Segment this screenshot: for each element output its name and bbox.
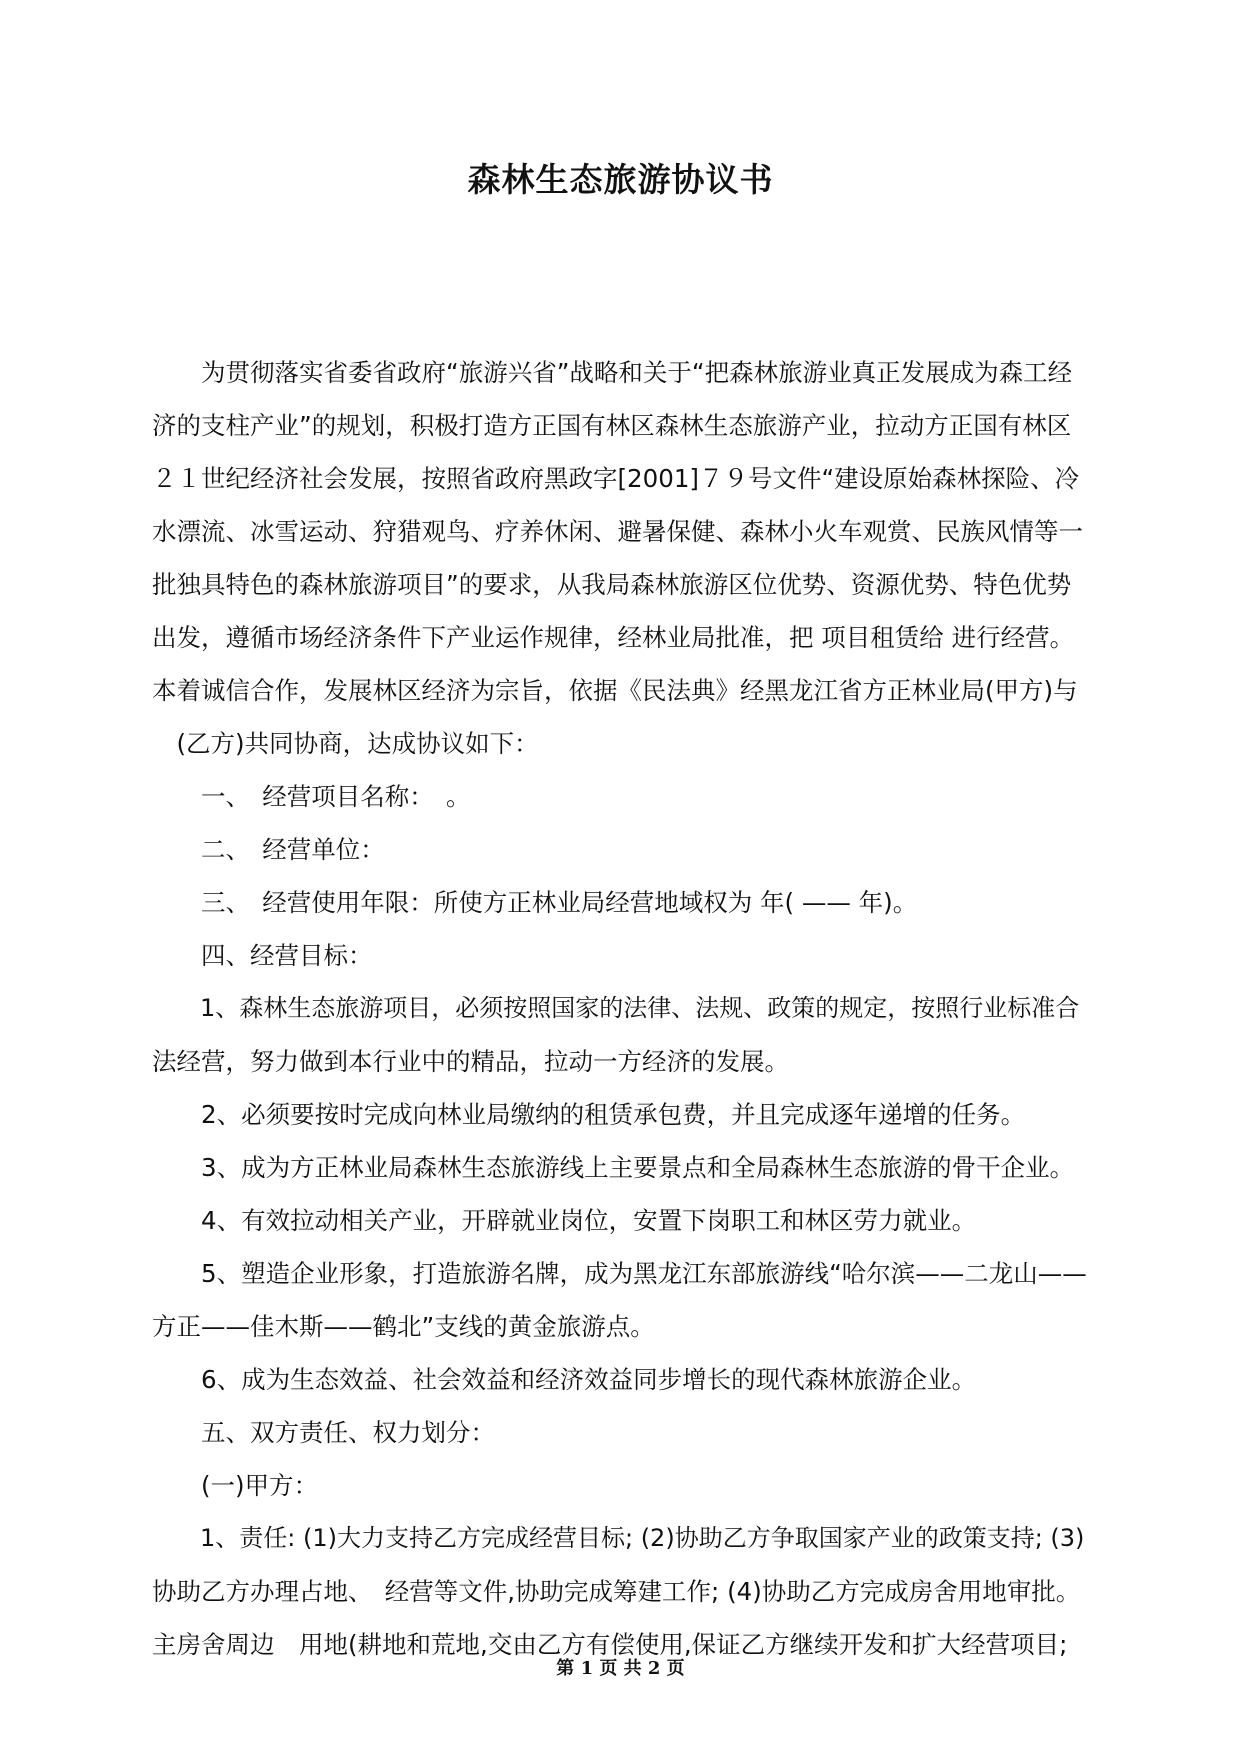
body-line: 1、责任: (1)大力支持乙方完成经营目标; (2)协助乙方争取国家产业的政策支持; (3) [152,1524,1085,1552]
body-line: 本着诚信合作，发展林区经济为宗旨，依据《民法典》经黑龙江省方正林业局(甲方)与 [152,676,1078,705]
body-line: 二、 经营单位： [152,835,385,864]
body-line: 济的支柱产业”的规划，积极打造方正国有林区森林生态旅游产业，拉动方正国有林区 [152,411,1072,440]
page-title: 森林生态旅游协议书 [467,160,774,199]
body-line: 出发，遵循市场经济条件下产业运作规律，经林业局批准，把 项目租赁给 进行经营。 [152,623,1075,652]
body-line: 方正——佳木斯——鹤北”支线的黄金旅游点。 [152,1312,655,1341]
body-line: 四、经营目标： [152,941,373,970]
body-line: 协助乙方办理占地、 经营等文件,协助完成筹建工作; (4)协助乙方完成房舍用地审批。 [152,1577,1081,1606]
body-line: 三、 经营使用年限：所使方正林业局经营地域权为 年( —— 年)。 [152,888,918,917]
body-line: 6、成为生态效益、社会效益和经济效益同步增长的现代森林旅游企业。 [152,1365,977,1394]
body-line: (乙方)共同协商，达成协议如下： [152,729,539,758]
body-line: 5、塑造企业形象，打造旅游名牌，成为黑龙江东部旅游线“哈尔滨——二龙山—— [152,1259,1087,1288]
document-body [152,346,1090,1671]
body-line: 3、成为方正林业局森林生态旅游线上主要景点和全局森林生态旅游的骨干企业。 [152,1153,1075,1182]
body-line: ２１世纪经济社会发展，按照省政府黑政字[2001]７９号文件“建设原始森林探险、冷 [152,464,1080,493]
body-line: 主房舍周边 用地(耕地和荒地,交由乙方有偿使用,保证乙方继续开发和扩大经营项目; [152,1630,1068,1659]
body-line: 批独具特色的森林旅游项目”的要求，从我局森林旅游区位优势、资源优势、特色优势 [152,570,1072,599]
body-line: 2、必须要按时完成向林业局缴纳的租赁承包费，并且完成逐年递增的任务。 [152,1100,1026,1129]
body-line: 4、有效拉动相关产业，开辟就业岗位，安置下岗职工和林区劳力就业。 [152,1206,977,1235]
body-line: 一、 经营项目名称： 。 [152,782,471,811]
page-number-footer: 第 1 页 共 2 页 [556,1658,685,1679]
body-line: 1、森林生态旅游项目，必须按照国家的法律、法规、政策的规定，按照行业标准合 [152,994,1080,1022]
body-line: 法经营，努力做到本行业中的精品，拉动一方经济的发展。 [152,1047,789,1076]
body-line: 五、双方责任、权力划分： [152,1418,495,1447]
body-line: (一)甲方： [152,1471,319,1500]
body-line: 水漂流、冰雪运动、狩猎观鸟、疗养休闲、避暑保健、森林小火车观赏、民族风情等一 [152,517,1083,546]
body-line: 为贯彻落实省委省政府“旅游兴省”战略和关于“把森林旅游业真正发展成为森工经 [152,358,1073,387]
